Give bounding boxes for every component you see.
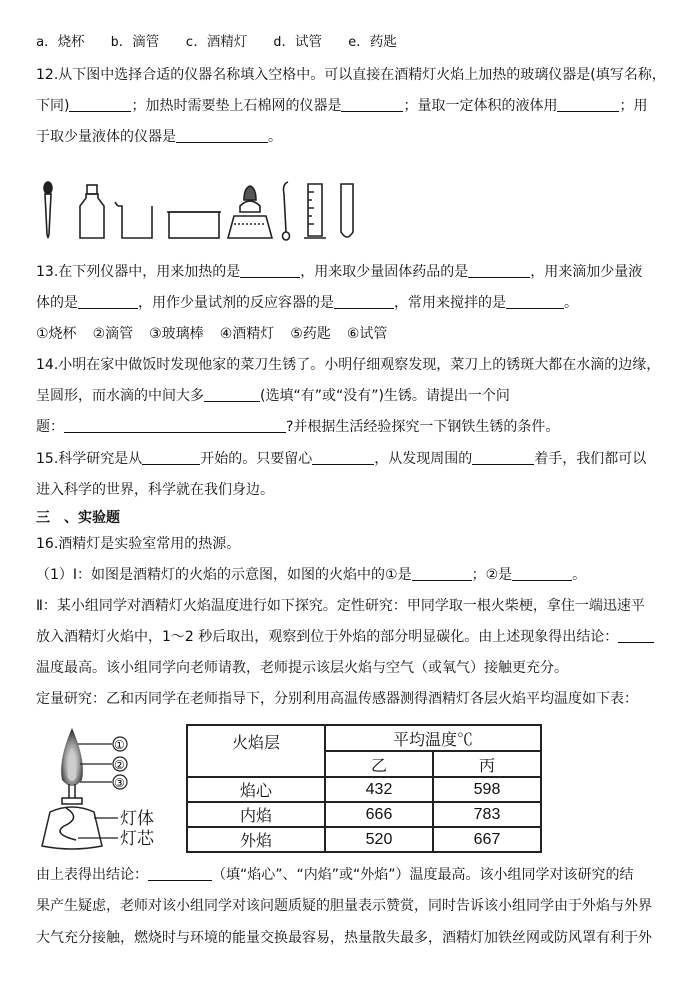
table-row: 内焰 666 783 [187, 802, 541, 827]
q12-line2: 下同) ；加热时需要垫上石棉网的仪器是 ；量取一定体积的液体用 ；用 [36, 98, 648, 114]
header-layer: 火焰层 [187, 725, 325, 777]
answer-blank[interactable] [78, 294, 138, 309]
q16-line6: 定量研究：乙和丙同学在老师指导下，分别利用高温传感器测得酒精灯各层火焰平均温度如下表： [36, 691, 638, 707]
answer-blank[interactable] [69, 97, 131, 112]
option-b: b．滴管 [110, 34, 160, 50]
q12-line3: 于取少量液体的仪器是 。 [36, 129, 282, 145]
q12-line1: 12.从下图中选择合适的仪器名称填入空格中。可以直接在酒精灯火焰上加热的玻璃仪器是(填写名称， [36, 67, 666, 83]
q15-line2: 进入科学的世界，科学就在我们身边。 [36, 482, 274, 498]
q13-options: ①烧杯 ②滴管 ③玻璃棒 ④酒精灯 ⑤药匙 ⑥试管 [36, 326, 388, 342]
test-tube-icon [341, 184, 353, 237]
answer-blank[interactable] [312, 450, 374, 465]
trough-icon [167, 212, 221, 238]
answer-blank[interactable] [64, 418, 286, 433]
label-2: ② [114, 758, 125, 772]
label-wick: 灯芯 [120, 829, 154, 849]
answer-blank[interactable] [618, 628, 654, 643]
table-row: 焰心 432 598 [187, 777, 541, 802]
answer-blank[interactable] [412, 566, 472, 581]
q13-line1: 13.在下列仪器中，用来加热的是 ，用来取少量固体药品的是 ，用来滴加少量液 [36, 264, 643, 280]
label-lamp-body: 灯体 [120, 809, 154, 829]
answer-blank[interactable] [204, 387, 260, 402]
table-row: 外焰 520 667 [187, 827, 541, 852]
q16-line8: 果产生疑虑，老师对该小组同学对该问题质疑的胆量表示赞赏，同时告诉该小组同学由于外焰与外界 [36, 898, 652, 914]
temperature-table [186, 724, 542, 853]
q16-line2: （1）Ⅰ：如图是酒精灯的火焰的示意图，如图的火焰中的①是 ；②是 。 [36, 567, 587, 583]
answer-blank[interactable] [506, 294, 564, 309]
option-a: a．烧杯 [36, 34, 85, 50]
label-1: ① [114, 738, 125, 752]
answer-blank[interactable] [240, 263, 300, 278]
spatula-icon [283, 182, 290, 240]
q16-line1: 16.酒精灯是实验室常用的热源。 [36, 536, 241, 552]
q15-line1: 15.科学研究是从 开始的。只要留心 ，从发现周围的 着手，我们都可以 [36, 451, 647, 467]
beaker-icon [115, 202, 152, 238]
q16-line3: Ⅱ：某小组同学对酒精灯火焰温度进行如下探究。定性研究：甲同学取一根火柴梗，拿住一端迅速平 [36, 598, 645, 614]
label-3: ③ [114, 776, 125, 790]
answer-blank[interactable] [142, 450, 200, 465]
lamp-icon [42, 784, 102, 849]
alcohol-lamp-icon [228, 186, 272, 238]
answer-blank[interactable] [557, 97, 619, 112]
reagent-bottle-icon [80, 185, 104, 238]
q13-line2: 体的是 ，用作少量试剂的反应容器的是 ，常用来搅拌的是 。 [36, 295, 578, 311]
answer-blank[interactable] [468, 263, 530, 278]
q16-line5: 温度最高。该小组同学向老师请教，老师提示该层火焰与空气（或氧气）接触更充分。 [36, 660, 568, 676]
answer-blank[interactable] [472, 450, 534, 465]
answer-blank[interactable] [176, 128, 268, 143]
dropper-icon [44, 182, 52, 238]
q14-line3: 题： ?并根据生活经验探究一下钢铁生锈的条件。 [36, 419, 560, 435]
section-heading: 三 、实验题 [36, 510, 120, 526]
graduated-cylinder-icon [304, 184, 326, 238]
q16-line7: 由上表得出结论： （填“焰心”、“内焰”或“外焰”）温度最高。该小组同学对该研究的结 [36, 867, 634, 883]
option-list [36, 32, 423, 52]
option-d: d．试管 [273, 34, 323, 50]
instruments-figure [36, 176, 366, 246]
flame-figure [36, 722, 166, 852]
q16-line9: 大气充分接触，燃烧时与环境的能量交换最容易，热量散失最多，酒精灯加铁丝网或防风罩有利于外 [36, 930, 652, 946]
header-bing: 丙 [433, 751, 541, 777]
q14-line2: 呈圆形，而水滴的中间大多 (选填“有”或“没有”)生锈。请提出一个问 [36, 388, 510, 404]
header-yi: 乙 [325, 751, 433, 777]
answer-blank[interactable] [341, 97, 403, 112]
option-e: e．药匙 [348, 34, 397, 50]
answer-blank[interactable] [512, 566, 572, 581]
answer-blank[interactable] [334, 294, 394, 309]
option-c: c．酒精灯 [185, 34, 248, 50]
header-temp: 平均温度℃ [325, 725, 541, 751]
q16-line4: 放入酒精灯火焰中，1～2 秒后取出，观察到位于外焰的部分明显碳化。由上述现象得出结论： [36, 627, 654, 647]
flame-icon [61, 728, 83, 786]
answer-blank[interactable] [148, 866, 212, 881]
q14-line1: 14.小明在家中做饭时发现他家的菜刀生锈了。小明仔细观察发现，菜刀上的锈斑大都在水滴的边缘， [36, 357, 661, 373]
